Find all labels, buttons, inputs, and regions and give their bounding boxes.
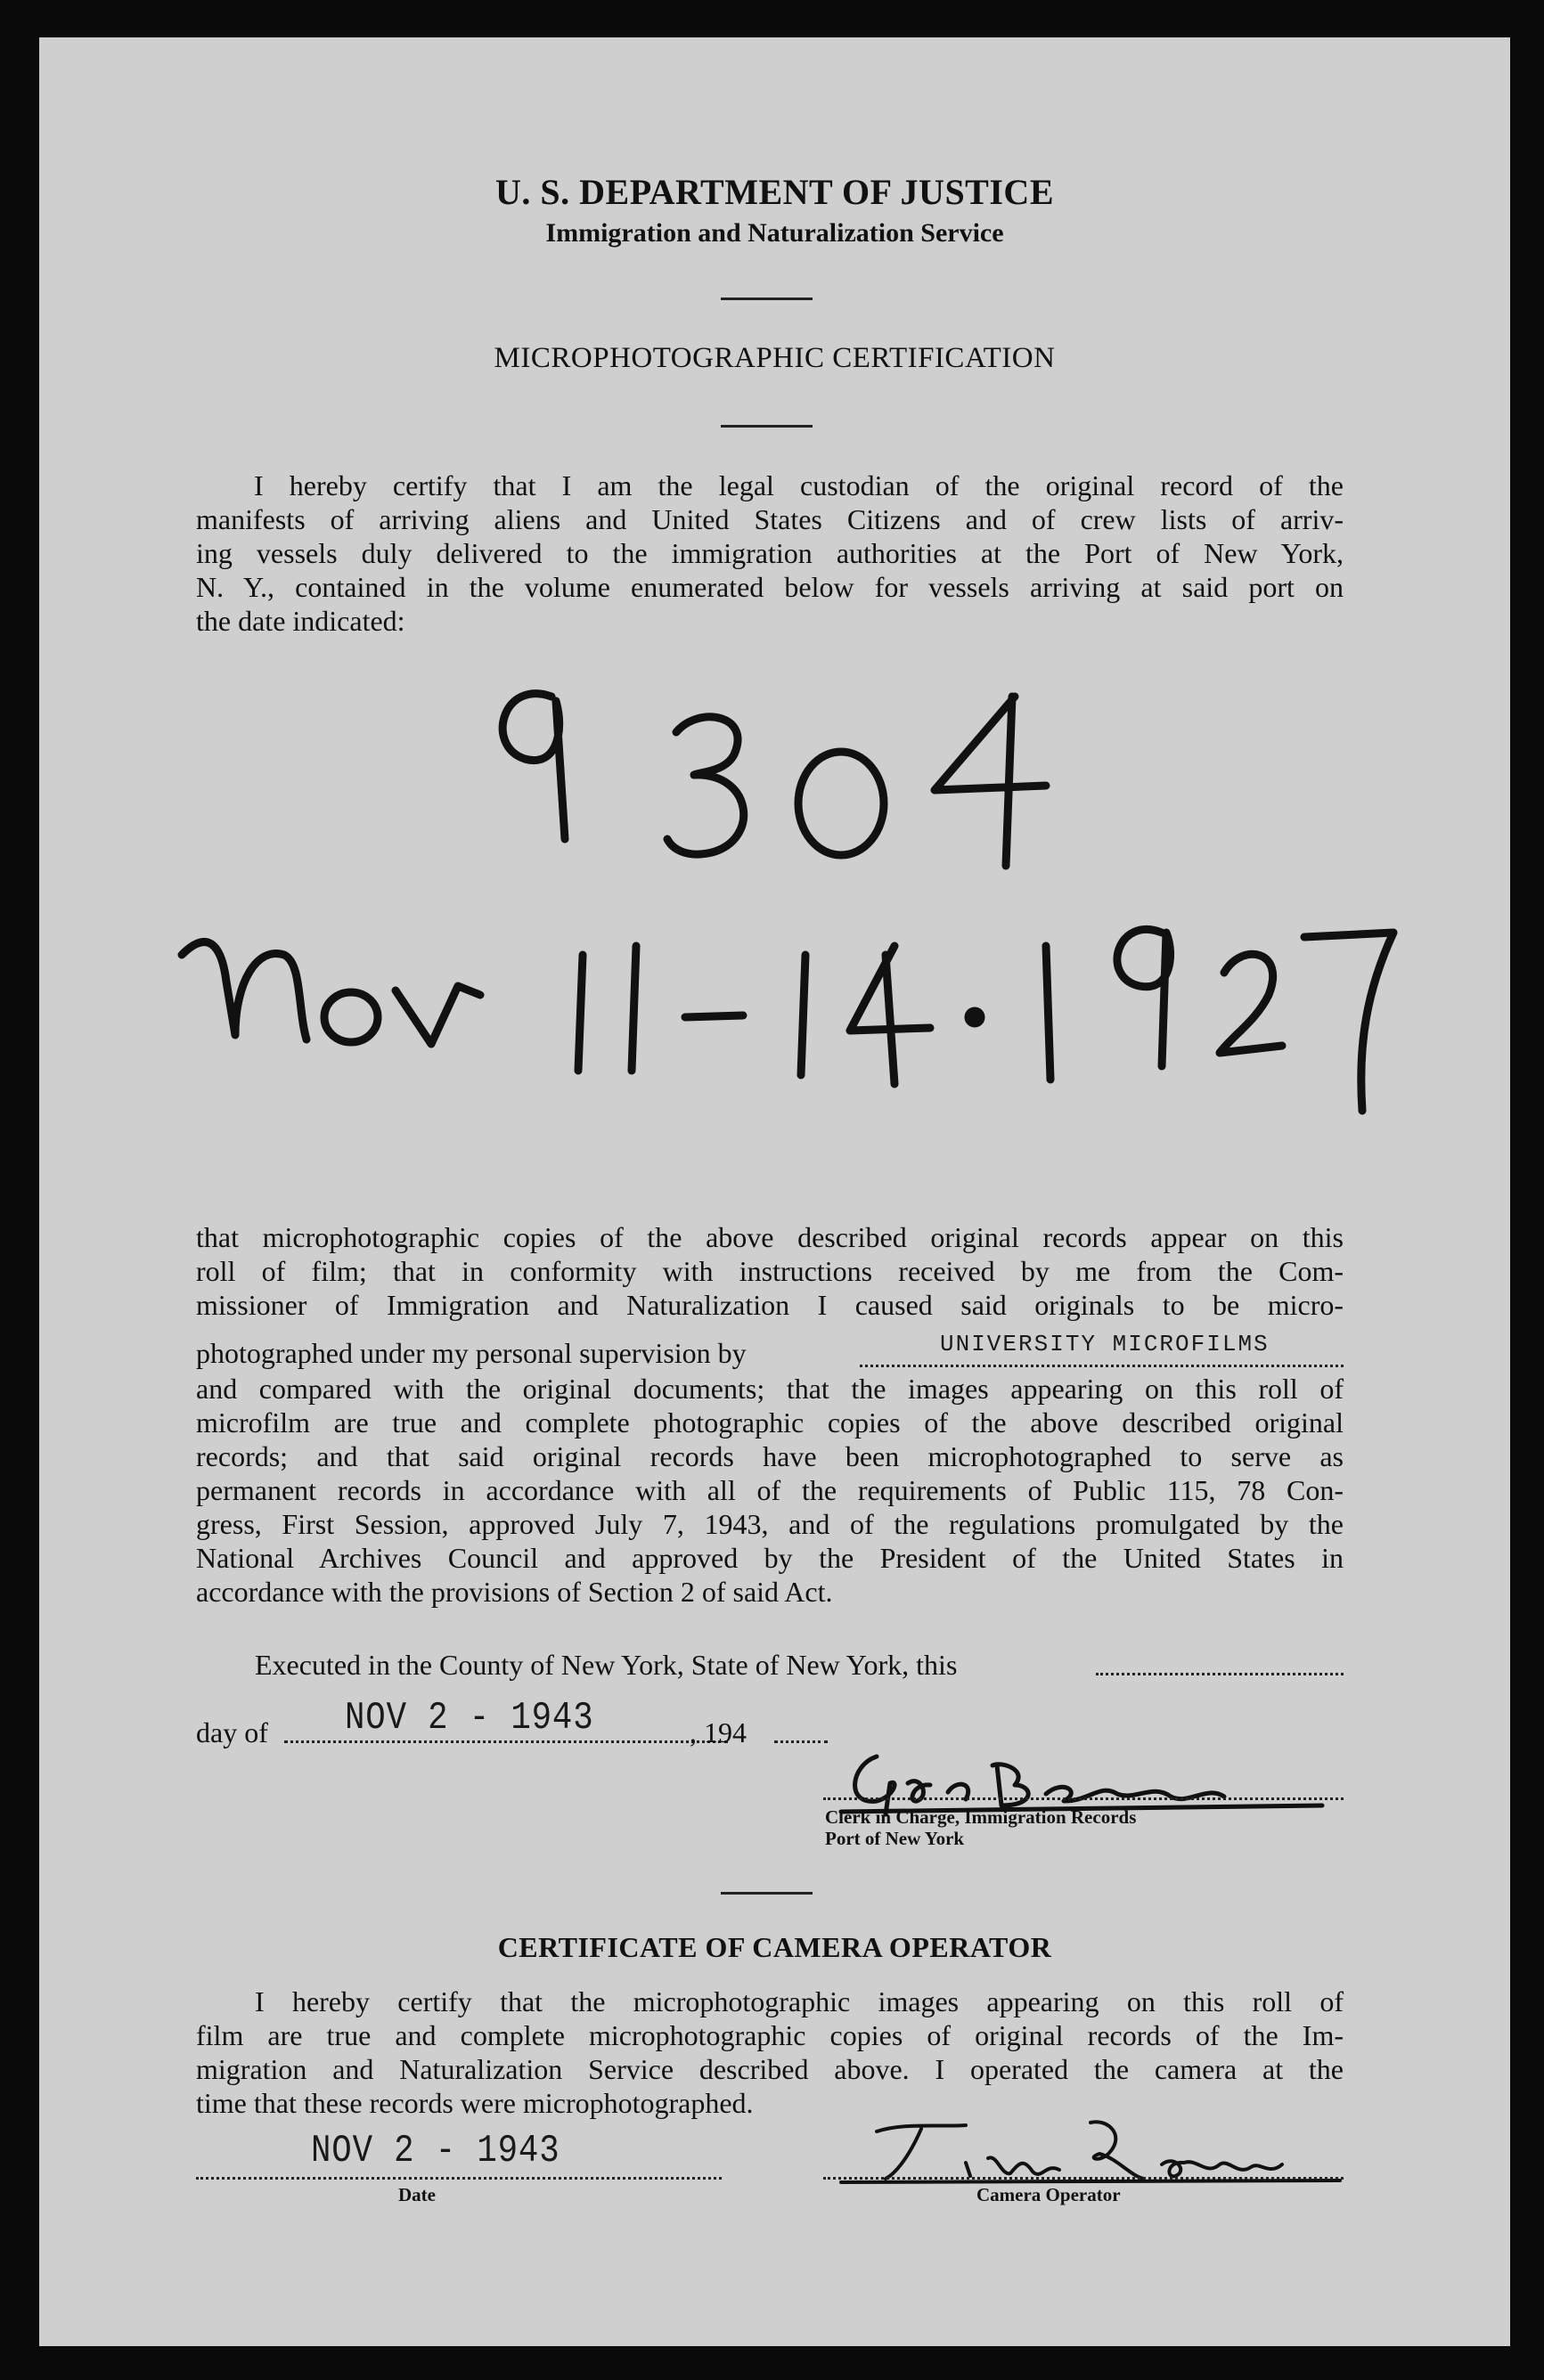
intro-line: manifests of arriving aliens and United States Citizens and of crew lists of arriv- [196,503,1344,535]
body-line: missioner of Immigration and Naturalization I caused said originals to be micro- [196,1289,1344,1321]
certificate-page [39,37,1510,2346]
day-of-field [284,1740,728,1743]
camera-date-label: Date [398,2184,436,2205]
department-heading: U. S. DEPARTMENT OF JUSTICE [495,172,1054,212]
executed-day-field [1096,1673,1344,1675]
intro-line: ing vessels duly delivered to the immigration authorities at the Port of New York, [196,537,1344,569]
body-paragraph [196,1220,1344,1322]
divider-rule [721,425,813,428]
body-line: gress, First Session, approved July 7, 1943, and of the regulations promulgated by the [196,1508,1344,1540]
camera-operator-label: Camera Operator [976,2184,1121,2205]
year-field [774,1740,828,1743]
body-line: and compared with the original documents; that the images appearing on this roll of [196,1373,1344,1405]
camera-line: time that these records were microphotographed. [196,2087,754,2119]
divider-rule [721,298,813,300]
year-prefix: , 194 [690,1716,747,1748]
camera-date-stamp: NOV 2 - 1943 [311,2129,560,2173]
divider-rule [721,1892,813,1895]
supervision-stamp: UNIVERSITY MICROFILMS [940,1331,1270,1357]
day-of-stamp: NOV 2 - 1943 [345,1696,594,1740]
clerk-signature-line [823,1797,1344,1800]
camera-line: film are true and complete microphotographic copies of original records of the Im- [196,2019,1344,2051]
camera-line: migration and Naturalization Service described above. I operated the camera at the [196,2053,1344,2085]
intro-paragraph [196,469,1344,638]
body-line: accordance with the provisions of Section 2 of said Act. [196,1576,833,1608]
clerk-location: Port of New York [825,1828,965,1849]
camera-date-line [196,2177,722,2180]
camera-certificate-title: CERTIFICATE OF CAMERA OPERATOR [497,1931,1052,1963]
camera-operator-line [823,2177,1344,2180]
body-paragraph-continued [196,1372,1344,1609]
camera-paragraph [196,1985,1344,2120]
service-subheading: Immigration and Naturalization Service [545,218,1004,248]
body-line: microfilm are true and complete photographic copies of the above described original [196,1406,1344,1439]
supervision-line [196,1331,1344,1370]
intro-line: the date indicated: [196,605,405,637]
intro-line: N. Y., contained in the volume enumerated below for vessels arriving at said port on [196,571,1344,603]
handwritten-date-range [173,892,1483,1124]
certification-title: MICROPHOTOGRAPHIC CERTIFICATION [494,342,1056,374]
camera-line: I hereby certify that the microphotographic images appearing on this roll of [255,1985,1344,2017]
handwritten-volume-number [467,661,1162,884]
day-of-label: day of [196,1716,268,1748]
clerk-title: Clerk in Charge, Immigration Records [825,1806,1137,1828]
intro-line: I hereby certify that I am the legal custodian of the original record of the [254,469,1344,501]
body-line: National Archives Council and approved by the President of the United States in [196,1542,1344,1574]
body-line: permanent records in accordance with all of the requirements of Public 115, 78 Con- [196,1474,1344,1506]
executed-line [255,1648,957,1682]
executed-text: Executed in the County of New York, State of New York, this [255,1649,958,1681]
body-line: records; and that said original records have been microphotographed to serve as [196,1440,1344,1472]
body-line: that microphotographic copies of the above described original records appear on this [196,1221,1344,1253]
body-line: roll of film; that in conformity with instructions received by me from the Com- [196,1255,1344,1287]
supervision-prefix: photographed under my personal supervision by [196,1337,747,1369]
